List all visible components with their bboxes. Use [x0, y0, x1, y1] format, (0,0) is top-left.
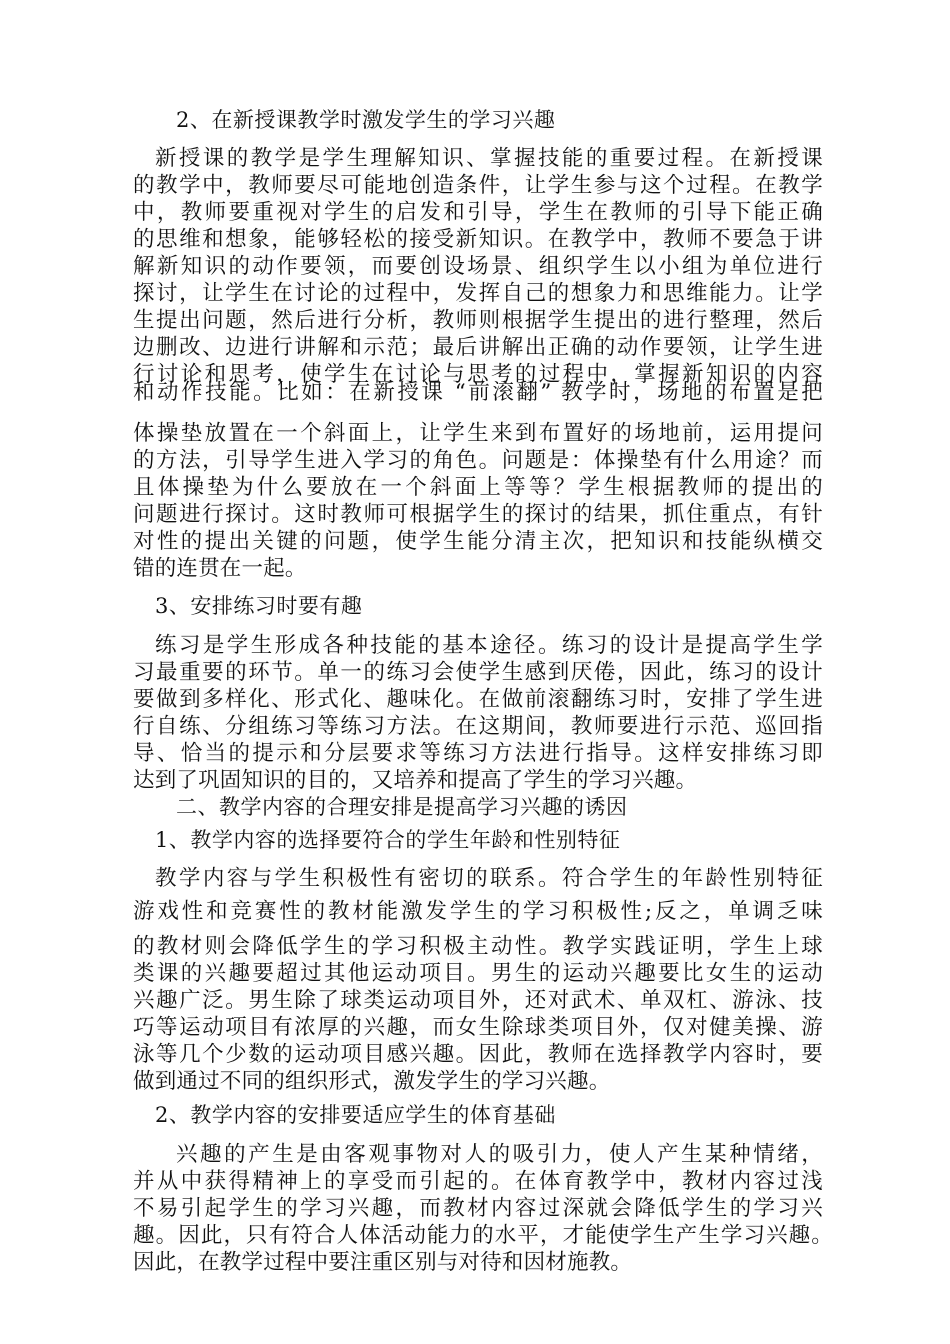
- paragraph-line: 问题进行探讨。这时教师可根据学生的探讨的结果，抓住重点，有针: [133, 502, 823, 527]
- paragraph-line: 体操垫放置在一个斜面上，让学生来到布置好的场地前，运用提问: [133, 421, 823, 446]
- paragraph-line: 解新知识的动作要领，而要创设场景、组织学生以小组为单位进行: [133, 254, 823, 279]
- paragraph-line: 教学内容与学生积极性有密切的联系。符合学生的年龄性别特征: [155, 866, 823, 891]
- heading-content-arrange: 2、教学内容的安排要适应学生的体育基础: [155, 1103, 556, 1127]
- paragraph-line: 的教材则会降低学生的学习积极主动性。教学实践证明，学生上球: [133, 934, 823, 959]
- paragraph-line: 和动作技能。比如：在新授课 “前滚翻” 教学时，场地的布置是把: [133, 380, 823, 405]
- paragraph-line: 做到通过不同的组织形式，激发学生的学习兴趣。: [133, 1069, 611, 1094]
- paragraph-line: 类课的兴趣要超过其他运动项目。男生的运动兴趣要比女生的运动: [133, 961, 823, 986]
- paragraph-line: 并从中获得精神上的享受而引起的。在体育教学中，教材内容过浅: [133, 1169, 823, 1194]
- heading-content-choice: 1、教学内容的选择要符合的学生年龄和性别特征: [155, 828, 621, 852]
- heading-new-lesson: 2、在新授课教学时激发学生的学习兴趣: [176, 108, 556, 132]
- paragraph-line: 游戏性和竞赛性的教材能激发学生的学习积极性;反之，单调乏味: [133, 899, 823, 924]
- paragraph-line: 巧等运动项目有浓厚的兴趣，而女生除球类项目外，仅对健美操、游: [133, 1015, 823, 1040]
- paragraph-line: 习最重要的环节。单一的练习会使学生感到厌倦，因此，练习的设计: [133, 660, 823, 685]
- paragraph-line: 边删改、边进行讲解和示范；最后讲解出正确的动作要领，让学生进: [133, 335, 823, 360]
- paragraph-line: 兴趣的产生是由客观事物对人的吸引力，使人产生某种情绪，: [176, 1142, 823, 1167]
- paragraph-line: 对性的提出关键的问题，使学生能分清主次，把知识和技能纵横交: [133, 529, 823, 554]
- paragraph-line: 且体操垫为什么要放在一个斜面上等等？学生根据教师的提出的: [133, 475, 823, 500]
- paragraph-line: 的方法，引导学生进入学习的角色。问题是：体操垫有什么用途？而: [133, 448, 823, 473]
- paragraph-line: 泳等几个少数的运动项目感兴趣。因此，教师在选择教学内容时，要: [133, 1042, 823, 1067]
- paragraph-line: 因此，在教学过程中要注重区别与对待和因材施教。: [133, 1250, 633, 1275]
- paragraph-line: 生提出问题，然后进行分析，教师则根据学生提出的进行整理，然后: [133, 308, 823, 333]
- paragraph-line: 的思维和想象，能够轻松的接受新知识。在教学中，教师不要急于讲: [133, 227, 823, 252]
- paragraph-line: 的教学中，教师要尽可能地创造条件，让学生参与这个过程。在教学: [133, 173, 823, 198]
- paragraph-line: 新授课的教学是学生理解知识、掌握技能的重要过程。在新授课: [155, 146, 823, 171]
- heading-practice: 3、安排练习时要有趣: [155, 594, 363, 618]
- paragraph-line: 达到了巩固知识的目的，又培养和提高了学生的学习兴趣。: [133, 768, 698, 793]
- paragraph-line: 导、恰当的提示和分层要求等练习方法进行指导。这样安排练习即: [133, 741, 823, 766]
- heading-section-two: 二、教学内容的合理安排是提高学习兴趣的诱因: [176, 795, 628, 819]
- paragraph-line: 探讨，让学生在讨论的过程中，发挥自己的想象力和思维能力。让学: [133, 281, 823, 306]
- paragraph-line: 行讨论和思考，使学生在讨论与思考的过程中，掌握新知识的内容: [133, 362, 823, 387]
- paragraph-line: 错的连贯在一起。: [133, 556, 307, 581]
- paragraph-line: 兴趣广泛。男生除了球类运动项目外，还对武术、单双杠、游泳、技: [133, 988, 823, 1013]
- paragraph-line: 要做到多样化、形式化、趣味化。在做前滚翻练习时，安排了学生进: [133, 687, 823, 712]
- paragraph-line: 不易引起学生的学习兴趣，而教材内容过深就会降低学生的学习兴: [133, 1196, 823, 1221]
- paragraph-line: 中，教师要重视对学生的启发和引导，学生在教师的引导下能正确: [133, 200, 823, 225]
- paragraph-line: 行自练、分组练习等练习方法。在这期间，教师要进行示范、巡回指: [133, 714, 823, 739]
- paragraph-line: 练习是学生形成各种技能的基本途径。练习的设计是提高学生学: [155, 633, 823, 658]
- paragraph-line: 趣。因此，只有符合人体活动能力的水平，才能使学生产生学习兴趣。: [133, 1223, 833, 1248]
